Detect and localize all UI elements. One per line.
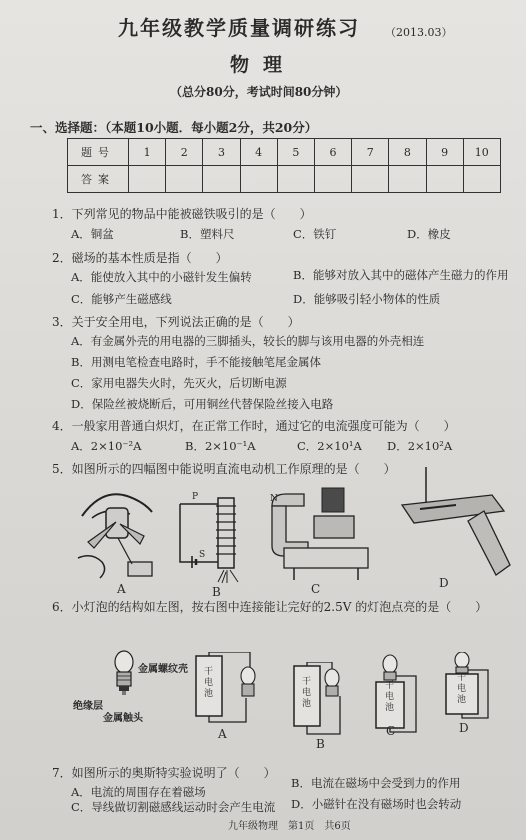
answer-cell[interactable] (166, 166, 203, 193)
subject-title: 物理 (230, 54, 297, 76)
q5-figure-d-label: D (439, 576, 449, 590)
question-number: 9 (426, 139, 463, 166)
q4-option-a: A．2×10⁻²A (71, 439, 142, 453)
q4-option-c: C．2×10¹A (297, 439, 362, 453)
bulb-contact-label: 金属触头 (103, 713, 143, 724)
q3-option-c: C．家用电器失火时，先灭火，后切断电源 (71, 376, 287, 390)
question-number: 6 (314, 139, 351, 166)
q4-option-b: B．2×10⁻¹A (185, 439, 256, 453)
q5-figure-c-n: N (270, 494, 278, 504)
bulb-structure-figure (110, 650, 138, 700)
question-number: 5 (277, 139, 314, 166)
q4-option-d: D．2×10²A (387, 439, 453, 453)
score-info: （总分80分，考试时间80分钟） (170, 85, 348, 99)
question-number: 3 (203, 139, 240, 166)
q6-circuit-d (440, 652, 496, 722)
question-3-stem: 3．关于安全用电，下列说法正确的是（ ） (52, 315, 300, 329)
question-7-stem: 7．如图所示的奥斯特实验说明了（ ） (52, 766, 276, 780)
q5-figure-a (72, 478, 164, 588)
q2-option-b: B．能够对放入其中的磁体产生磁力的作用 (293, 268, 509, 282)
answer-cell[interactable] (129, 166, 166, 193)
question-number: 10 (463, 139, 500, 166)
answer-cell[interactable] (203, 166, 240, 193)
q7-option-c: C．导线做切割磁感线运动时会产生电流 (71, 800, 276, 814)
table-row-label: 题号 (68, 139, 129, 166)
q6-circuit-b (288, 662, 348, 744)
question-number: 4 (240, 139, 277, 166)
q5-figure-b-label: B (212, 585, 221, 599)
q2-option-d: D．能够吸引轻小物体的性质 (293, 292, 441, 306)
q3-option-a: A．有金属外壳的用电器的三脚插头，较长的脚与该用电器的外壳相连 (71, 334, 425, 348)
q1-option-a: A．铜盆 (71, 227, 114, 241)
section-heading: 一、选择题：（本题10小题．每小题2分，共20分） (30, 120, 318, 135)
question-number: 1 (129, 139, 166, 166)
question-2-stem: 2．磁场的基本性质是指（ ） (52, 251, 228, 265)
q5-figure-d (392, 465, 518, 585)
q1-option-b: B．塑料尺 (180, 227, 235, 241)
question-4-stem: 4．一般家用普通白炽灯，在正常工作时，通过它的电流强度可能为（ ） (52, 419, 456, 433)
answer-cell[interactable] (277, 166, 314, 193)
q5-figure-c-label: C (311, 582, 321, 596)
q5-figure-c (264, 486, 376, 582)
q5-figure-a-label: A (117, 582, 126, 596)
answer-table (67, 138, 501, 193)
answer-cell[interactable] (389, 166, 426, 193)
q7-option-a: A．电流的周围存在着磁场 (71, 785, 206, 799)
answer-cell[interactable] (314, 166, 351, 193)
q6-battery-a: 干电池 (202, 666, 212, 699)
q3-option-b: B．用测电笔检查电路时，手不能接触笔尾金属体 (71, 355, 321, 369)
question-number: 2 (166, 139, 203, 166)
answer-cell[interactable] (240, 166, 277, 193)
q5-figure-b (172, 484, 252, 584)
answer-cell[interactable] (426, 166, 463, 193)
question-number: 7 (352, 139, 389, 166)
exam-date: （2013.03） (385, 26, 453, 39)
q2-option-a: A．能使放入其中的小磁针发生偏转 (71, 270, 252, 284)
q6-battery-c: 干电池 (383, 680, 393, 713)
q7-option-d: D．小磁针在没有磁场时也会转动 (291, 797, 462, 811)
q5-figure-b-p: P (192, 492, 199, 502)
q3-option-d: D．保险丝被烧断后，可用铜丝代替保险丝接入电路 (71, 397, 334, 411)
table-row (68, 139, 501, 166)
q6-circuit-d-label: D (459, 721, 469, 735)
bulb-shell-label: 金属螺纹壳 (138, 664, 188, 675)
q2-option-c: C．能够产生磁感线 (71, 292, 172, 306)
answer-cell[interactable] (463, 166, 500, 193)
q1-option-d: D．橡皮 (407, 227, 451, 241)
q1-option-c: C．铁钉 (293, 227, 337, 241)
q6-circuit-a-label: A (218, 727, 227, 741)
q6-circuit-c (370, 654, 430, 734)
answer-cell[interactable] (352, 166, 389, 193)
question-1-stem: 1．下列常见的物品中能被磁铁吸引的是（ ） (52, 207, 312, 221)
question-5-stem: 5．如图所示的四幅图中能说明直流电动机工作原理的是（ ） (52, 462, 396, 476)
bulb-insulation-label: 绝缘层 (73, 701, 103, 712)
q6-circuit-b-label: B (316, 737, 325, 751)
q5-figure-b-s: S (199, 550, 206, 560)
exam-title: 九年级教学质量调研练习 (118, 16, 360, 40)
q7-option-b: B．电流在磁场中会受到力的作用 (291, 776, 461, 790)
q6-battery-b: 干电池 (300, 676, 310, 709)
question-6-stem: 6．小灯泡的结构如左图，按右图中连接能让完好的2.5V 的灯泡点亮的是（ ） (52, 600, 488, 614)
page-footer: 九年级物理 第1页 共6页 (228, 821, 351, 832)
table-row (68, 166, 501, 193)
q6-battery-d: 干电池 (455, 672, 465, 705)
table-row-label: 答案 (68, 166, 129, 193)
question-number: 8 (389, 139, 426, 166)
q6-circuit-c-label: C (386, 724, 396, 738)
